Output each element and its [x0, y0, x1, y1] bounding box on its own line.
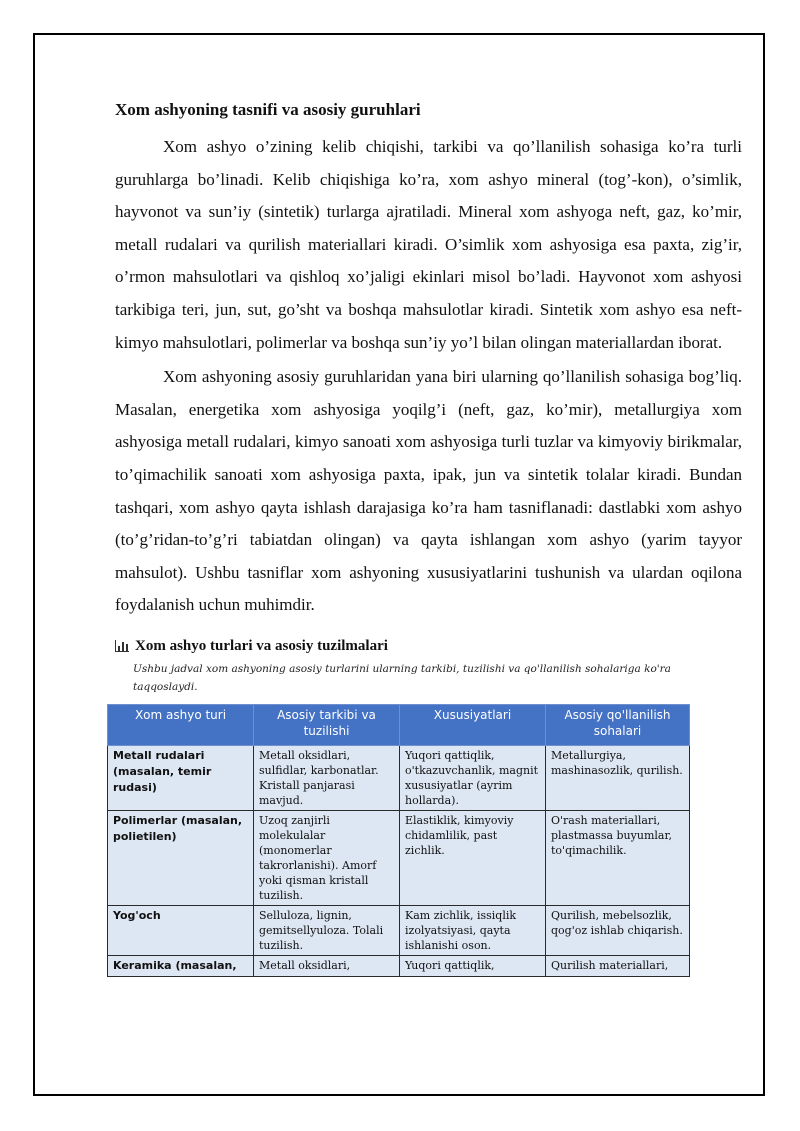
- table-cell: Metallurgiya, mashinasozlik, qurilish.: [546, 745, 690, 810]
- table-cell: Elastiklik, kimyoviy chidamlilik, past zichlik.: [400, 810, 546, 905]
- document-content: [115, 98, 742, 977]
- table-cell: Yuqori qattiqlik, o'tkazuvchanlik, magnit xususiyatlar (ayrim hollarda).: [400, 745, 546, 810]
- column-header: Xususiyatlari: [400, 704, 546, 745]
- table-cell: Kam zichlik, issiqlik izolyatsiyasi, qayta ishlanishi oson.: [400, 905, 546, 955]
- table-cell: Metall rudalari (masalan, temir rudasi): [108, 745, 254, 810]
- table-cell: Polimerlar (masalan, polietilen): [108, 810, 254, 905]
- table-cell: Metall oksidlari,: [254, 955, 400, 976]
- table-cell: Qurilish, mebelsozlik, qog'oz ishlab chiqarish.: [546, 905, 690, 955]
- table-cell: Metall oksidlari, sulfidlar, karbonatlar. Kristall panjarasi mavjud.: [254, 745, 400, 810]
- table-cell: Qurilish materiallari,: [546, 955, 690, 976]
- paragraph-1: Xom ashyo o’zining kelib chiqishi, tarkibi va qo’llanilish sohasiga ko’ra turli guruhlarga bo’linadi. Kelib chiqishiga ko’ra, xom ashyo mineral (tog’-kon), o’simlik, hayvonot va sun’iy (sintetik) turlarga ajratiladi. Mineral xom ashyoga neft, gaz, ko’mir, metall rudalari va qurilish materiallari kiradi. O’simlik xom ashyosiga esa paxta, zig’ir, o’rmon mahsulotlari va qishloq xo’jaligi ekinlari misol bo’ladi. Hayvonot xom ashyosi tarkibiga teri, jun, sut, go’sht va boshqa mahsulotlar kiradi. Sintetik xom ashyo esa neft-kimyo mahsulotlari, polimerlar va boshqa sun’iy yo’l bilan olingan materiallardan iborat.: [115, 137, 742, 352]
- section-heading: Xom ashyoning tasnifi va asosiy guruhlari: [115, 100, 421, 119]
- table-cell: Yuqori qattiqlik,: [400, 955, 546, 976]
- table-cell: O'rash materiallari, plastmassa buyumlar, to'qimachilik.: [546, 810, 690, 905]
- table-title: [115, 636, 742, 656]
- raw-materials-table: [107, 704, 690, 977]
- table-cell: Selluloza, lignin, gemitsellyuloza. Tolali tuzilish.: [254, 905, 400, 955]
- table-cell: Uzoq zanjirli molekulalar (monomerlar takrorlanishi). Amorf yoki qisman kristall tuzilish.: [254, 810, 400, 905]
- column-header: Asosiy qo'llanilish sohalari: [546, 704, 690, 745]
- table-title-text: Xom ashyo turlari va asosiy tuzilmalari: [135, 637, 388, 654]
- table-row: [108, 810, 690, 905]
- bar-chart-icon: [115, 640, 129, 652]
- column-header: Xom ashyo turi: [108, 704, 254, 745]
- column-header: Asosiy tarkibi va tuzilishi: [254, 704, 400, 745]
- table-row: [108, 745, 690, 810]
- table-header-row: [108, 704, 690, 745]
- table-row: [108, 905, 690, 955]
- table-cell: Yog'och: [108, 905, 254, 955]
- table-cell: Keramika (masalan,: [108, 955, 254, 976]
- paragraph-2: Xom ashyoning asosiy guruhlaridan yana biri ularning qo’llanilish sohasiga bog’liq. Masalan, energetika xom ashyosiga yoqilg’i (neft, gaz, ko’mir), metallurgiya xom ashyosiga metall rudalari, kimyo sanoati xom ashyosiga turli tuzlar va kimyoviy birikmalar, to’qimachilik sanoati xom ashyosiga paxta, ipak, jun va sintetik tolalar kiradi. Bundan tashqari, xom ashyo qayta ishlash darajasiga ko’ra ham tasniflanadi: dastlabki xom ashyo (to’g’ridan-to’g’ri tabiatdan olingan) va qayta ishlangan xom ashyo (yarim tayyor mahsulot). Ushbu tasniflar xom ashyoning xususiyatlarini tushunish va ulardan oqilona foydalanish uchun muhimdir.: [115, 367, 742, 615]
- table-caption: Ushbu jadval xom ashyoning asosiy turlarini ularning tarkibi, tuzilishi va qo'llanilish sohalariga ko'ra taqqoslaydi.: [133, 662, 671, 693]
- table-row: [108, 955, 690, 976]
